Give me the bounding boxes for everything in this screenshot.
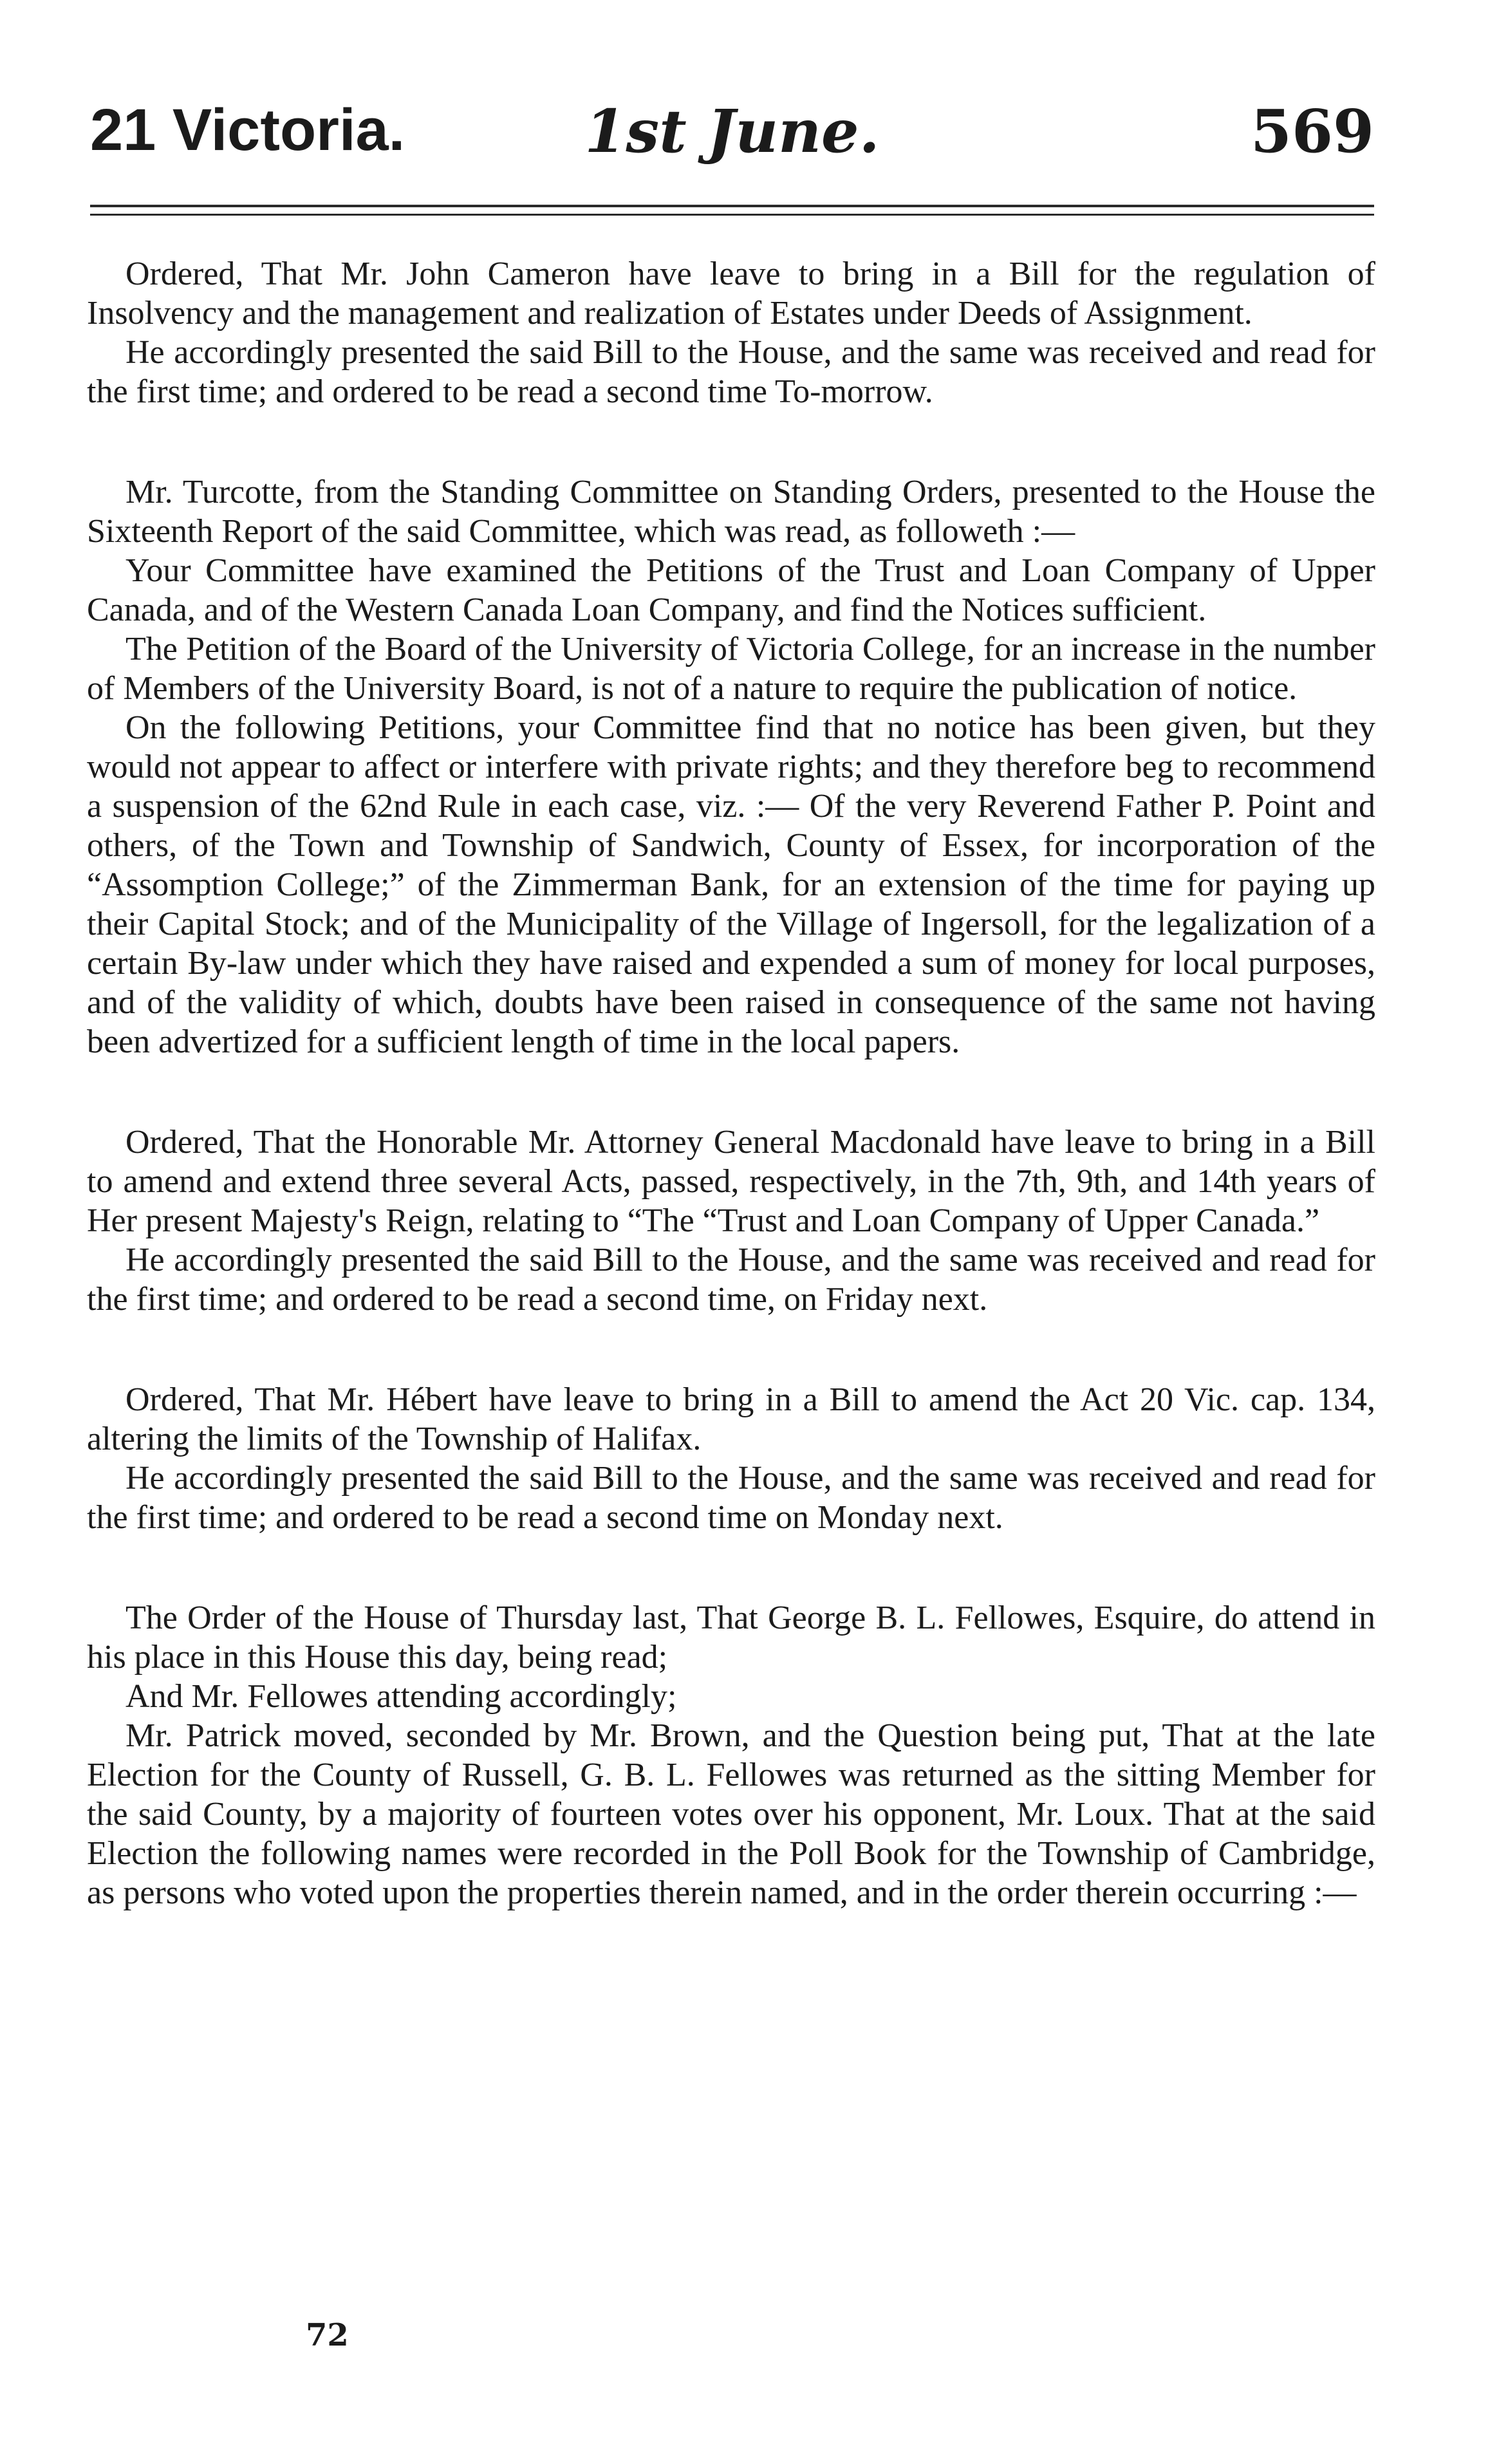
- header-rule-bottom: [90, 214, 1374, 216]
- header-volume: 21 Victoria.: [90, 97, 405, 163]
- paragraph-following-petitions: On the following Petitions, your Committee find that no notice has been given, but they would not appear to affect or interfere with private rights; and they therefore beg to recommend a suspension of the 62nd Rule in each case, viz. :— Of the very Reverend Father P. Point and others, of the Town and Township of Sandwich, County of Essex, for incorporation of the “Assomption College;” of the Zimmerman Bank, for an extension of the time for paying up their Capital Stock; and of the Municipality of the Village of Ingersoll, for the legalization of a certain By-law under which they have raised and expended a sum of money for local purposes, and of the validity of which, doubts have been raised in consequence of the same not having been advertized for a sufficient length of time in the local papers.: [87, 709, 1375, 1060]
- page-number: 569: [1250, 97, 1374, 166]
- header-rule-top: [90, 205, 1374, 207]
- journal-body: [87, 254, 1375, 1912]
- signature-mark: 72: [306, 2317, 349, 2353]
- header-date: 1st June.: [584, 97, 880, 166]
- paragraph-cameron-presented: He accordingly presented the said Bill to the House, and the same was received and read for the first time; and ordered to be read a second time To-morrow.: [87, 334, 1375, 410]
- paragraph-macdonald-order: Ordered, That the Honorable Mr. Attorney General Macdonald have leave to bring in a Bill to amend and extend three several Acts, passed, respectively, in the 7th, 9th, and 14th years of Her present Majesty's Reign, relating to “The “Trust and Loan Company of Upper Canada.”: [87, 1124, 1375, 1239]
- paragraph-victoria-college: The Petition of the Board of the University of Victoria College, for an increase in the number of Members of the University Board, is not of a nature to require the publication of notice.: [87, 631, 1375, 707]
- paragraph-cameron-order: Ordered, That Mr. John Cameron have leave to bring in a Bill for the regulation of Insolvency and the management and realization of Estates under Deeds of Assignment.: [87, 256, 1375, 331]
- paragraph-fellowes-order: The Order of the House of Thursday last, That George B. L. Fellowes, Esquire, do attend in his place in this House this day, being read;: [87, 1600, 1375, 1675]
- paragraph-fellowes-attending: And Mr. Fellowes attending accordingly;: [126, 1678, 677, 1715]
- running-header: [90, 97, 1374, 174]
- paragraph-hebert-order: Ordered, That Mr. Hébert have leave to bring in a Bill to amend the Act 20 Vic. cap. 134, altering the limits of the Township of Halifax.: [87, 1381, 1375, 1457]
- paragraph-committee-examined: Your Committee have examined the Petitions of the Trust and Loan Company of Upper Canada, and of the Western Canada Loan Company, and find the Notices sufficient.: [87, 552, 1375, 628]
- paragraph-hebert-presented: He accordingly presented the said Bill to the House, and the same was received and read for the first time; and ordered to be read a second time on Monday next.: [87, 1460, 1375, 1536]
- paragraph-patrick-motion: Mr. Patrick moved, seconded by Mr. Brown, and the Question being put, That at the late Election for the County of Russell, G. B. L. Fellowes was returned as the sitting Member for the said County, by a majority of fourteen votes over his opponent, Mr. Loux. That at the said Election the following names were recorded in the Poll Book for the Township of Cambridge, as persons who voted upon the properties therein named, and in the order therein occurring :—: [87, 1717, 1375, 1911]
- paragraph-turcotte-report: Mr. Turcotte, from the Standing Committee on Standing Orders, presented to the House the Sixteenth Report of the said Committee, which was read, as followeth :—: [87, 474, 1375, 550]
- paragraph-macdonald-presented: He accordingly presented the said Bill to the House, and the same was received and read for the first time; and ordered to be read a second time, on Friday next.: [87, 1242, 1375, 1318]
